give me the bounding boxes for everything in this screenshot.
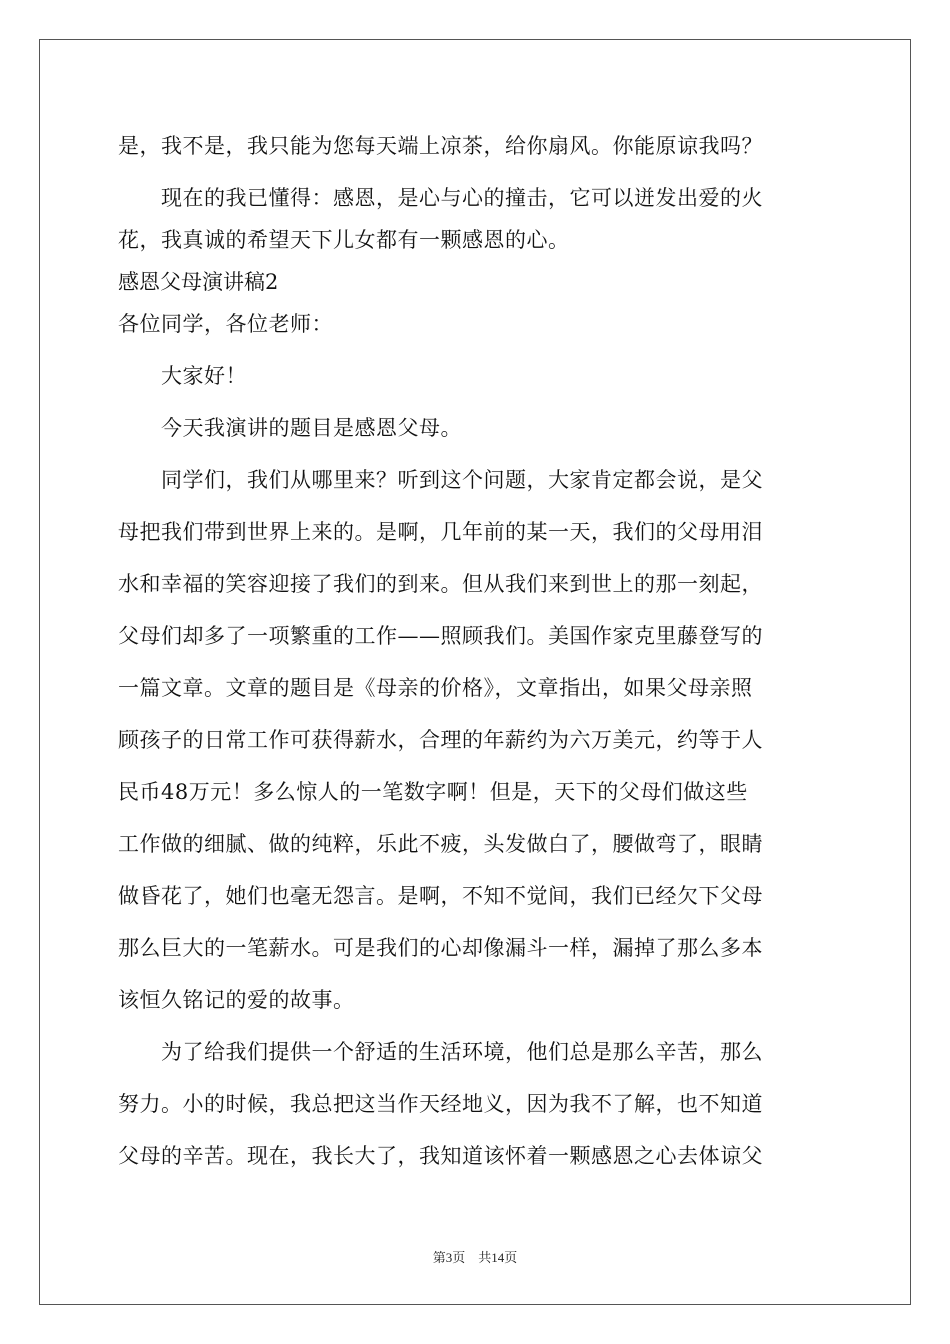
text-line: 那么巨大的一笔薪水。可是我们的心却像漏斗一样，漏掉了那么多本: [118, 936, 763, 960]
text-line: 为了给我们提供一个舒适的生活环境，他们总是那么辛苦，那么: [118, 1040, 763, 1064]
text-line: 一篇文章。文章的题目是《母亲的价格》，文章指出，如果父母亲照: [118, 676, 753, 700]
text-line: 父母们却多了一项繁重的工作——照顾我们。美国作家克里藤登写的: [118, 624, 763, 648]
text-line: 民币48万元！多么惊人的一笔数字啊！但是，天下的父母们做这些: [118, 780, 748, 804]
text-line: 今天我演讲的题目是感恩父母。: [118, 416, 462, 440]
text-line: 母把我们带到世界上来的。是啊，几年前的某一天，我们的父母用泪: [118, 520, 763, 544]
text-line: 是，我不是，我只能为您每天端上凉茶，给你扇风。你能原谅我吗？: [118, 134, 763, 158]
section-title: 感恩父母演讲稿2: [118, 270, 279, 294]
text-line: 努力。小的时候，我总把这当作天经地义，因为我不了解，也不知道: [118, 1092, 763, 1116]
text-line: 父母的辛苦。现在，我长大了，我知道该怀着一颗感恩之心去体谅父: [118, 1144, 763, 1168]
salutation: 各位同学，各位老师：: [118, 312, 333, 336]
text-line: 该恒久铭记的爱的故事。: [118, 988, 355, 1012]
text-line: 水和幸福的笑容迎接了我们的到来。但从我们来到世上的那一刻起，: [118, 572, 763, 596]
greeting: 大家好！: [118, 364, 247, 388]
text-line: 现在的我已懂得：感恩，是心与心的撞击，它可以迸发出爱的火: [118, 186, 763, 210]
page-number-footer: 第3页 共14页: [432, 1250, 518, 1265]
text-line: 顾孩子的日常工作可获得薪水，合理的年薪约为六万美元，约等于人: [118, 728, 763, 752]
text-line: 工作做的细腻、做的纯粹，乐此不疲，头发做白了，腰做弯了，眼睛: [118, 832, 763, 856]
text-line: 同学们，我们从哪里来？听到这个问题，大家肯定都会说，是父: [118, 468, 763, 492]
document-body: [118, 125, 834, 1177]
text-line: 花，我真诚的希望天下儿女都有一颗感恩的心。: [118, 228, 570, 252]
text-line: 做昏花了，她们也毫无怨言。是啊，不知不觉间，我们已经欠下父母: [118, 884, 763, 908]
